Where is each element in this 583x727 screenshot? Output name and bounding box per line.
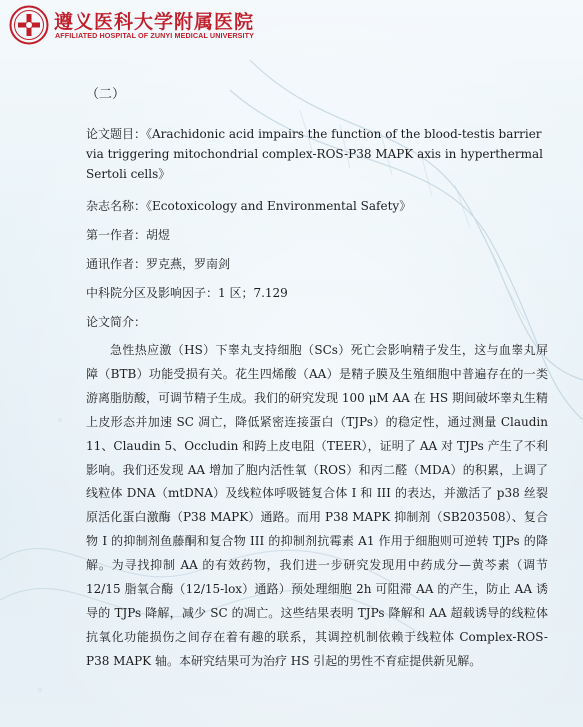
first-author-row [86, 221, 548, 250]
paper-info [86, 80, 548, 686]
corresponding-author-names: 罗克燕，罗南剑 [146, 257, 231, 271]
corresponding-author-row [86, 250, 548, 279]
hospital-header [0, 0, 583, 50]
first-author-name: 胡煜 [146, 228, 171, 242]
first-author-label: 第一作者： [86, 228, 147, 242]
paper-title: 《Arachidonic acid impairs the function of the blood-testis barrier via triggering mitochondrial complex-ROS-P38 MAPK axis in hyperthermal Sertoli cells》 [86, 127, 543, 181]
journal-label: 杂志名称： [86, 199, 147, 213]
hospital-name-en: AFFILIATED HOSPITAL OF ZUNYI MEDICAL UNIVERSITY [55, 31, 255, 40]
impact-factor-row [86, 279, 548, 308]
hospital-name-cn: 遵义医科大学附属医院 [54, 11, 255, 33]
title-label: 论文题目： [86, 127, 147, 141]
paper-title-row [86, 124, 548, 184]
abstract-text: 急性热应激（HS）下睾丸支持细胞（SCs）死亡会影响精子发生，这与血睾丸屏障（BTB）功能受损有关。花生四烯酸（AA）是精子膜及生殖细胞中普遍存在的一类游离脂肪酸，可调节精子生成。我们的研究发现 100 μM AA 在 HS 期间破坏睾丸生精上皮形态并加速 SC 凋亡，降低紧密连接蛋白（TJPs）的稳定性，通过测量 Claudin 11、Claudin 5、Occludin 和跨上皮电阻（TEER），证明了 AA 对 TJPs 产生了不利影响。我们还发现 AA 增加了胞内活性氧（ROS）和丙二醛（MDA）的积累，上调了线粒体 DNA（mtDNA）及线粒体呼吸链复合体 I 和 III 的表达，并激活了 p38 丝裂原活化蛋白激酶（P38 MAPK）通路。而用 P38 MAPK 抑制剂（SB203508）、复合物 I 的抑制剂鱼藤酮和复合物 III 的抑制剂抗霉素 A1 作用于细胞则可逆转 TJPs 的降解。为寻找抑制 AA 的有效药物，我们进一步研究发现用中药成分—黄芩素（调节 12/15 脂氧合酶（12/15-lox）通路）预处理细胞 2h 可阻滞 AA 的产生，防止 AA 诱导的 TJPs 降解，减少 SC 的凋亡。这些结果表明 TJPs 降解和 AA 超载诱导的线粒体抗氧化功能损伤之间存在着有趣的联系，其调控机制依赖于线粒体 Complex-ROS-P38 MAPK 轴。本研究结果可为治疗 HS 引起的男性不育症提供新见解。 [86, 343, 548, 668]
impact-factor-label: 中科院分区及影响因子： [86, 286, 219, 300]
abstract-label: 论文简介： [86, 315, 147, 329]
section-number: （二） [86, 87, 126, 102]
hospital-cross-logo-icon [9, 5, 49, 45]
journal-name: 《Ecotoxicology and Environmental Safety》 [146, 199, 412, 213]
journal-row [86, 192, 548, 221]
corresponding-author-label: 通讯作者： [86, 257, 147, 271]
impact-factor-value: 1 区；7.129 [218, 286, 288, 300]
